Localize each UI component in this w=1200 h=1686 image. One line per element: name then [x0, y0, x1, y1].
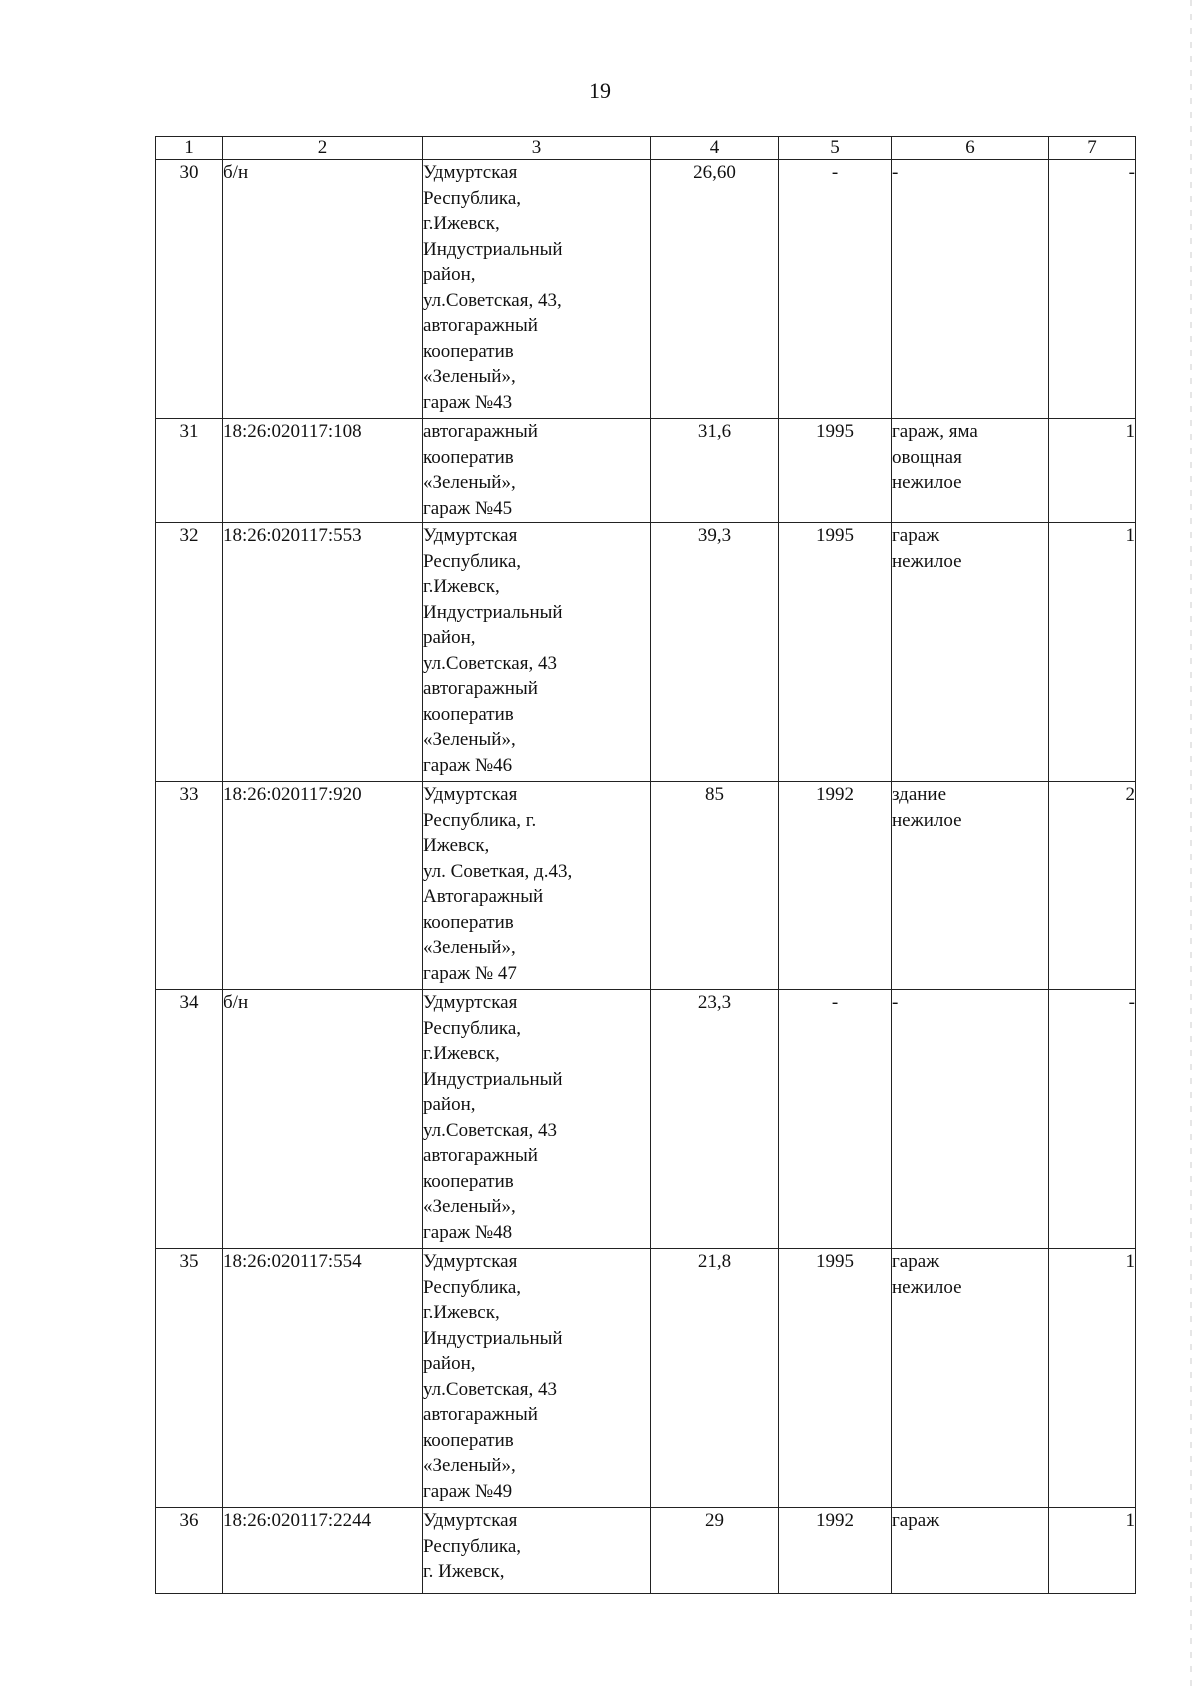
floors: -: [1049, 990, 1136, 1249]
floors: 1: [1049, 523, 1136, 782]
area: 23,3: [651, 990, 779, 1249]
year: 1995: [779, 1249, 892, 1508]
year: -: [779, 160, 892, 419]
floors: -: [1049, 160, 1136, 419]
year: -: [779, 990, 892, 1249]
purpose: -: [892, 160, 1049, 419]
column-header: 4: [651, 137, 779, 160]
row-number: 32: [156, 523, 223, 782]
address: Удмуртская Республика, г. Ижевск,: [423, 1508, 651, 1594]
purpose: гараж: [892, 1508, 1049, 1594]
address: Удмуртская Республика, г.Ижевск, Индустриальный район, ул.Советская, 43 автогаражный кооператив «Зеленый», гараж №49: [423, 1249, 651, 1508]
row-number: 34: [156, 990, 223, 1249]
cadastral-number: 18:26:020117:920: [223, 782, 423, 990]
floors: 1: [1049, 1249, 1136, 1508]
cadastral-number: 18:26:020117:554: [223, 1249, 423, 1508]
scan-edge-artifact: [1190, 0, 1192, 1686]
address: автогаражный кооператив «Зеленый», гараж №45: [423, 419, 651, 523]
column-number-row: [156, 137, 1136, 160]
area: 26,60: [651, 160, 779, 419]
table-row: [156, 523, 1136, 782]
cadastral-number: б/н: [223, 160, 423, 419]
purpose: здание нежилое: [892, 782, 1049, 990]
column-header: 3: [423, 137, 651, 160]
property-table: [155, 136, 1136, 1594]
table-row: [156, 782, 1136, 990]
column-header: 2: [223, 137, 423, 160]
floors: 1: [1049, 419, 1136, 523]
cadastral-number: 18:26:020117:2244: [223, 1508, 423, 1594]
year: 1995: [779, 419, 892, 523]
cadastral-number: 18:26:020117:553: [223, 523, 423, 782]
area: 31,6: [651, 419, 779, 523]
area: 39,3: [651, 523, 779, 782]
table-row: [156, 419, 1136, 523]
column-header: 5: [779, 137, 892, 160]
page-number: 19: [589, 78, 611, 103]
column-header: 1: [156, 137, 223, 160]
purpose: гараж нежилое: [892, 1249, 1049, 1508]
cadastral-number: б/н: [223, 990, 423, 1249]
table-row: [156, 1508, 1136, 1594]
floors: 1: [1049, 1508, 1136, 1594]
table-row: [156, 990, 1136, 1249]
table-row: [156, 1249, 1136, 1508]
address: Удмуртская Республика, г.Ижевск, Индустриальный район, ул.Советская, 43 автогаражный кооператив «Зеленый», гараж №46: [423, 523, 651, 782]
purpose: гараж нежилое: [892, 523, 1049, 782]
area: 21,8: [651, 1249, 779, 1508]
row-number: 30: [156, 160, 223, 419]
row-number: 36: [156, 1508, 223, 1594]
floors: 2: [1049, 782, 1136, 990]
row-number: 35: [156, 1249, 223, 1508]
cadastral-number: 18:26:020117:108: [223, 419, 423, 523]
column-header: 6: [892, 137, 1049, 160]
address: Удмуртская Республика, г. Ижевск, ул. Советкая, д.43, Автогаражный кооператив «Зеленый», гараж № 47: [423, 782, 651, 990]
year: 1995: [779, 523, 892, 782]
address: Удмуртская Республика, г.Ижевск, Индустриальный район, ул.Советская, 43 автогаражный кооператив «Зеленый», гараж №48: [423, 990, 651, 1249]
column-header: 7: [1049, 137, 1136, 160]
area: 29: [651, 1508, 779, 1594]
purpose: -: [892, 990, 1049, 1249]
area: 85: [651, 782, 779, 990]
year: 1992: [779, 782, 892, 990]
table-row: [156, 160, 1136, 419]
row-number: 33: [156, 782, 223, 990]
row-number: 31: [156, 419, 223, 523]
year: 1992: [779, 1508, 892, 1594]
purpose: гараж, яма овощная нежилое: [892, 419, 1049, 523]
address: Удмуртская Республика, г.Ижевск, Индустриальный район, ул.Советская, 43, автогаражный кооператив «Зеленый», гараж №43: [423, 160, 651, 419]
